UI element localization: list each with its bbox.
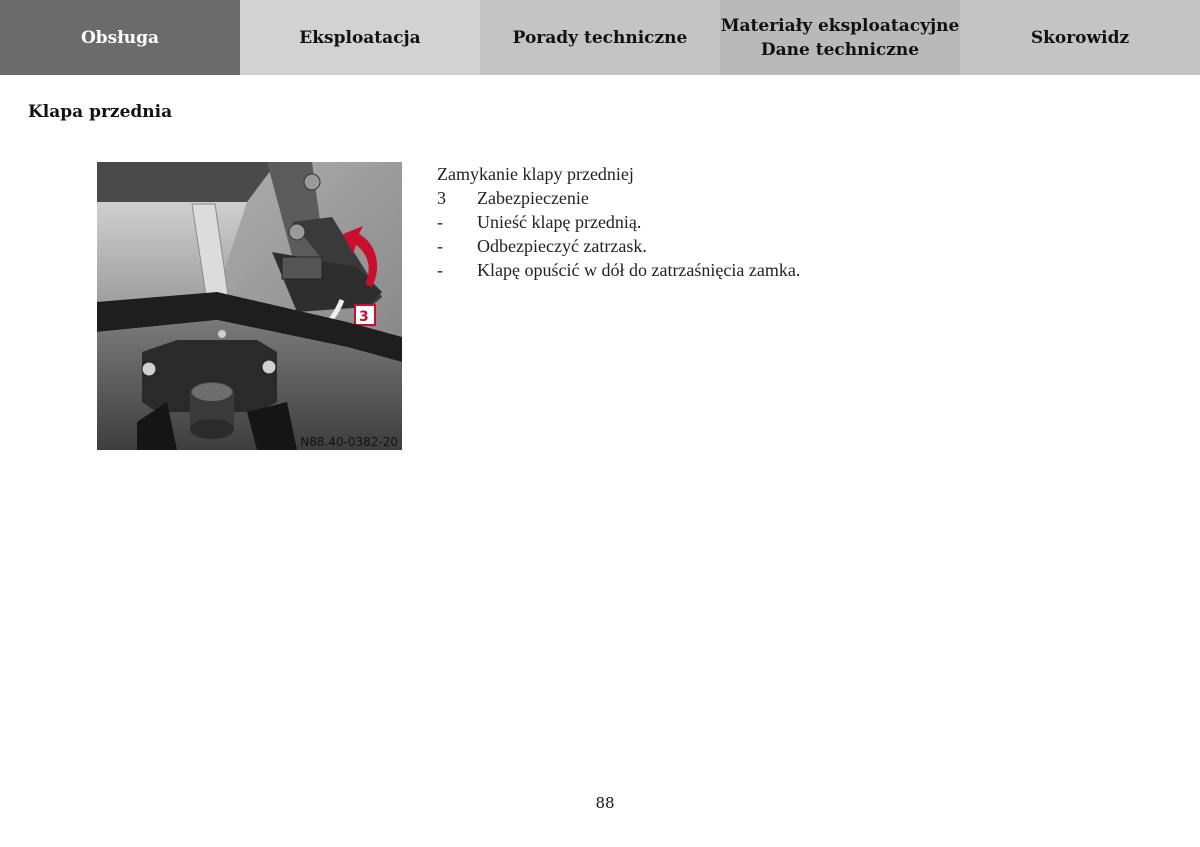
callout-3: 3	[359, 309, 369, 325]
list-marker: -	[437, 260, 443, 280]
tab-label-line1: Materiały eksploatacyjne	[720, 15, 960, 36]
tab-label: Obsługa	[80, 27, 160, 48]
list-text: Zabezpieczenie	[477, 188, 589, 208]
list-item	[437, 186, 800, 210]
tab-obsluga[interactable]	[0, 0, 240, 75]
chapter-tabs	[0, 0, 1200, 75]
list-marker: 3	[437, 188, 446, 208]
list-item	[437, 234, 800, 258]
page-number: 88	[595, 794, 615, 812]
tab-label: Eksploatacja	[299, 27, 421, 48]
tab-porady-techniczne[interactable]	[480, 0, 720, 75]
tab-label: Porady techniczne	[512, 27, 688, 48]
hood-latch-drawing	[97, 162, 402, 450]
figure-code: N88.40-0382-20	[300, 435, 398, 449]
tab-skorowidz[interactable]	[960, 0, 1200, 75]
list-text: Unieść klapę przednią.	[477, 212, 642, 232]
list-item	[437, 210, 800, 234]
section-title: Klapa przednia	[28, 102, 173, 122]
instruction-block	[437, 162, 800, 282]
list-marker: -	[437, 236, 443, 256]
list-marker: -	[437, 212, 443, 232]
tab-label: Skorowidz	[1030, 27, 1130, 48]
instruction-heading: Zamykanie klapy przedniej	[437, 164, 634, 184]
list-item	[437, 258, 800, 282]
hood-latch-illustration	[97, 162, 402, 450]
tab-label-line2: Dane techniczne	[760, 39, 920, 60]
tab-eksploatacja[interactable]	[240, 0, 480, 75]
list-text: Odbezpieczyć zatrzask.	[477, 236, 647, 256]
list-text: Klapę opuścić w dół do zatrzaśnięcia zamka.	[477, 260, 801, 280]
tab-materialy-eksploatacyjne[interactable]	[720, 0, 960, 75]
